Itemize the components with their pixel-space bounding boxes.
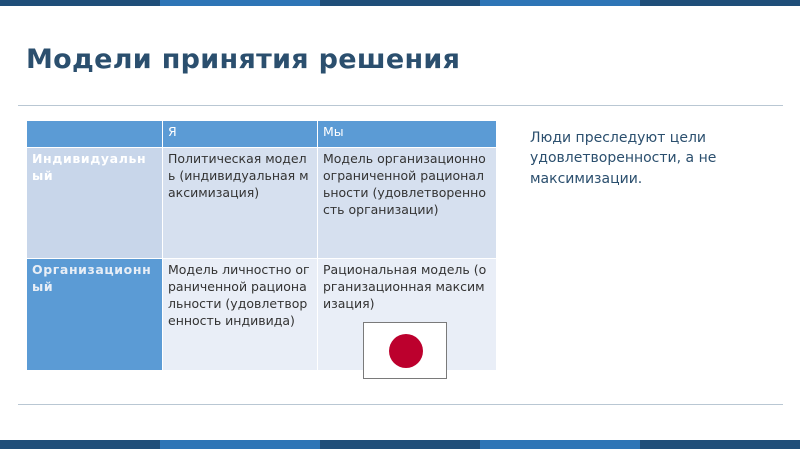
header-cell-empty	[27, 121, 163, 148]
bottom-decor-bar	[0, 440, 800, 449]
top-divider	[18, 105, 783, 106]
row-label-organizational: Организационный	[27, 259, 163, 371]
bottom-divider	[18, 404, 783, 405]
header-cell-my: Мы	[318, 121, 497, 148]
side-note: Люди преследуют цели удовлетворенности, а не максимизации.	[530, 130, 717, 187]
table-row-individual	[27, 148, 497, 259]
table-header-row	[27, 121, 497, 148]
cell-political-model: Политическая модель (индивидуальная максимизация)	[163, 148, 318, 259]
japan-flag-icon	[363, 322, 447, 379]
slide-title: Модели принятия решения	[26, 44, 461, 75]
cell-rational-model: Рациональная модель (организационная максимизация)	[318, 259, 497, 371]
header-cell-ya: Я	[163, 121, 318, 148]
cell-org-bounded-model: Модель организационно ограниченной рациональности (удовлетворенность организации)	[318, 148, 497, 259]
cell-personal-bounded-model: Модель личностно ограниченной рациональности (удовлетворенность индивида)	[163, 259, 318, 371]
flag-disc	[389, 334, 423, 368]
top-decor-bar	[0, 0, 800, 6]
row-label-individual: Индивидуальный	[27, 148, 163, 259]
